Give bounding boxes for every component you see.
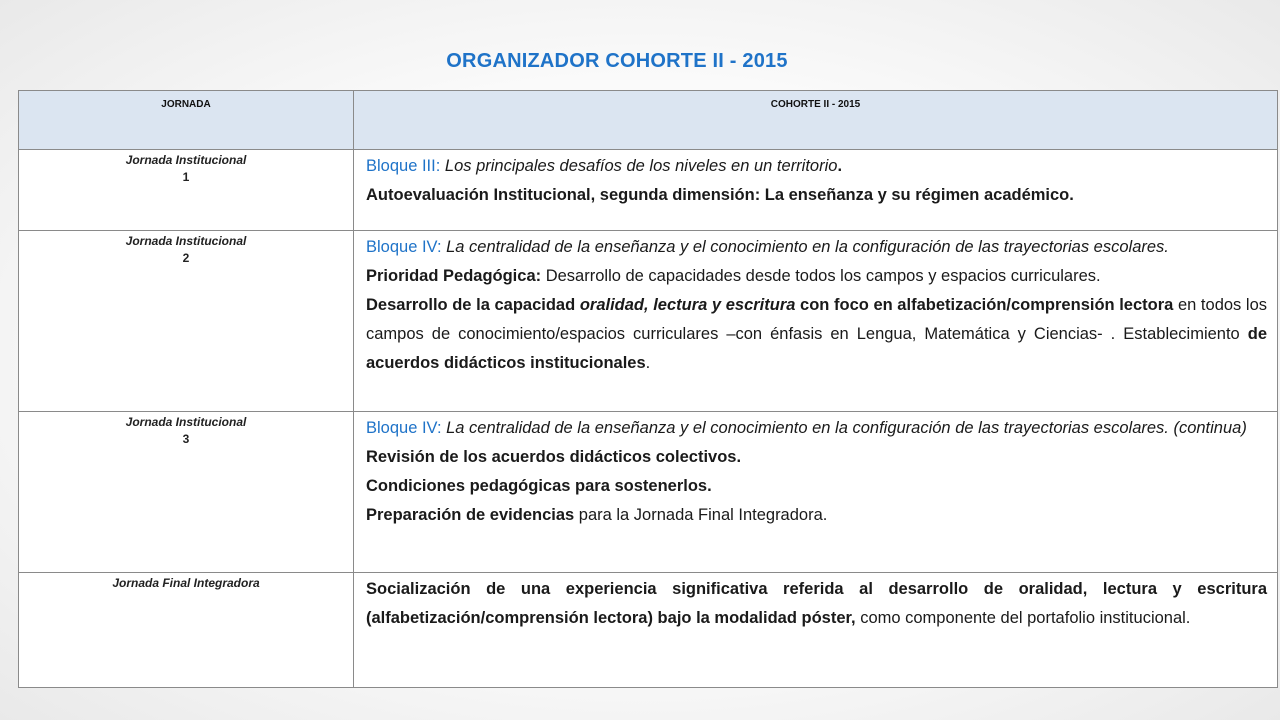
bloque-label: Bloque IV: — [366, 419, 447, 437]
text-run: Socialización de una experiencia significativa referida al desarrollo de oralidad, lectura y escritura (alfabetización/comprensión lectora) bajo la modalidad póster, — [366, 580, 1267, 627]
jornada-label: Jornada Institucional — [125, 153, 247, 167]
table-row — [19, 231, 1278, 412]
content-cell — [354, 231, 1278, 412]
content-paragraph — [366, 575, 1267, 633]
jornada-cell — [19, 573, 354, 688]
organizer-table — [18, 90, 1278, 688]
table-row — [19, 573, 1278, 688]
text-run: en todos los campos de conocimiento/espacios curriculares –con énfasis en Lengua, Matemática y Ciencias- . Establecimiento — [366, 296, 1268, 343]
text-run: Revisión de los acuerdos didácticos colectivos. — [366, 448, 742, 466]
table-row — [19, 150, 1278, 231]
text-run: . — [837, 157, 843, 175]
text-run: . — [645, 354, 651, 372]
jornada-cell — [19, 150, 354, 231]
jornada-number: 1 — [182, 170, 190, 184]
page-title: ORGANIZADOR COHORTE II - 2015 — [446, 50, 788, 72]
header-jornada: JORNADA — [19, 91, 354, 150]
text-run: Los principales desafíos de los niveles en un territorio — [444, 157, 838, 175]
content-paragraph — [366, 472, 1267, 501]
bloque-label: Bloque III: — [366, 157, 445, 175]
text-run: Desarrollo de la capacidad — [366, 296, 580, 314]
table-row — [19, 412, 1278, 573]
header-cohorte: COHORTE II - 2015 — [354, 91, 1278, 150]
content-paragraph — [366, 181, 1267, 210]
text-run: Autoevaluación Institucional, segunda dimensión: La enseñanza y su régimen académico. — [366, 186, 1074, 204]
jornada-number: 3 — [182, 432, 190, 446]
jornada-cell — [19, 231, 354, 412]
text-run: para la Jornada Final Integradora. — [574, 506, 828, 524]
bloque-label: Bloque IV: — [366, 238, 447, 256]
content-paragraph — [366, 501, 1267, 530]
content-cell — [354, 412, 1278, 573]
content-paragraph — [366, 233, 1267, 262]
jornada-label: Jornada Institucional — [125, 234, 247, 248]
content-paragraph — [366, 152, 1267, 181]
text-run: La centralidad de la enseñanza y el conocimiento en la configuración de las trayectorias escolares. — [446, 238, 1169, 256]
text-run: con foco en alfabetización/comprensión lectora — [795, 296, 1174, 314]
text-run: La centralidad de la enseñanza y el conocimiento en la configuración de las trayectorias escolares. (continua) — [446, 419, 1247, 437]
text-run: como componente del portafolio institucional. — [855, 609, 1191, 627]
content-paragraph — [366, 291, 1267, 378]
content-paragraph — [366, 414, 1267, 443]
content-cell — [354, 573, 1278, 688]
jornada-number: 2 — [182, 251, 190, 265]
text-run: Preparación de evidencias — [366, 506, 575, 524]
content-paragraph — [366, 262, 1267, 291]
text-run: oralidad, lectura y escritura — [579, 296, 796, 314]
table-header-row — [19, 91, 1278, 150]
jornada-label: Jornada Final Integradora — [112, 576, 260, 590]
text-run: Prioridad Pedagógica: — [366, 267, 546, 285]
text-run: Desarrollo de capacidades desde todos los campos y espacios curriculares. — [545, 267, 1101, 285]
jornada-cell — [19, 412, 354, 573]
jornada-label: Jornada Institucional — [125, 415, 247, 429]
text-run: Condiciones pedagógicas para sostenerlos. — [366, 477, 712, 495]
content-cell — [354, 150, 1278, 231]
content-paragraph — [366, 443, 1267, 472]
text-run: de acuerdos didácticos institucionales — [366, 325, 1267, 372]
